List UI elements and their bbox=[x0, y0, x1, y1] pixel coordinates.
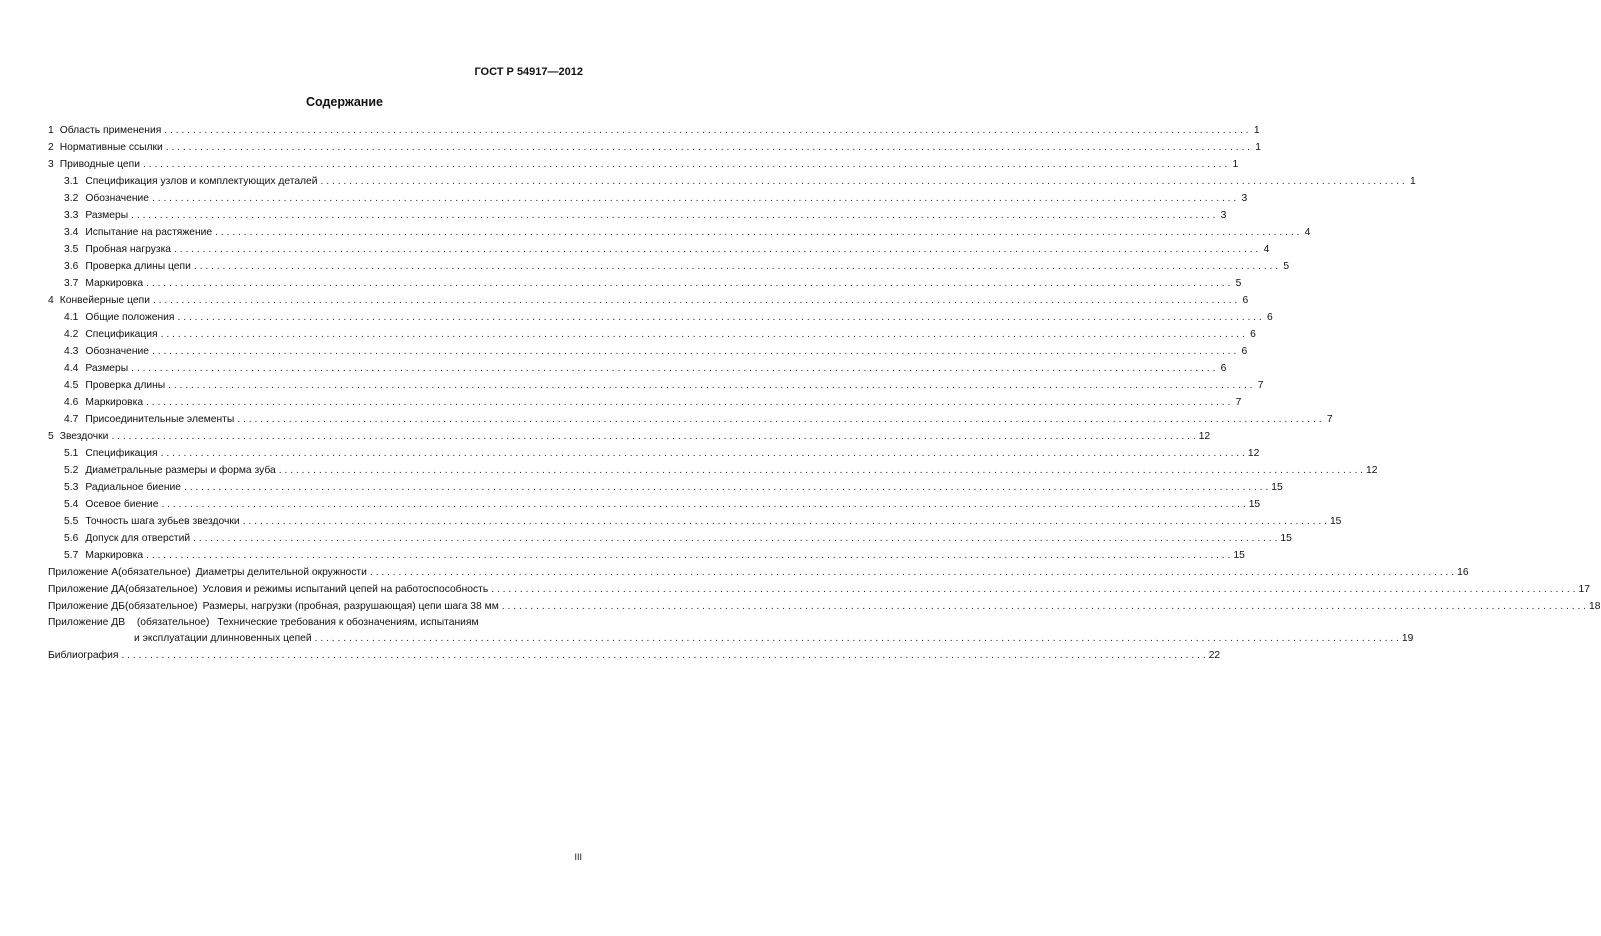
appendix-kind: (обязательное) bbox=[136, 617, 210, 628]
leader-dots bbox=[164, 122, 1248, 139]
appendix-code: Приложение ДБ bbox=[48, 601, 125, 612]
toc-entry[interactable] bbox=[48, 479, 1283, 496]
section-number: 3.7 bbox=[64, 278, 79, 289]
section-title: Размеры bbox=[85, 210, 129, 221]
toc-appendix-dv[interactable] bbox=[48, 615, 1414, 647]
appendix-label: Технические требования к обозначениям, испытаниям bbox=[217, 617, 479, 628]
toc-bibliography[interactable] bbox=[48, 647, 1221, 664]
page-number: 17 bbox=[1578, 584, 1590, 595]
page-number: 7 bbox=[1235, 397, 1242, 408]
toc-entry[interactable] bbox=[48, 360, 1227, 377]
toc-entry[interactable] bbox=[48, 309, 1273, 326]
page-number: 4 bbox=[1304, 227, 1311, 238]
section-number: 5.6 bbox=[64, 533, 79, 544]
appendix-code: Приложение ДА bbox=[48, 584, 126, 595]
section-number: 4 bbox=[48, 295, 54, 306]
appendix-code: Приложение ДВ bbox=[48, 617, 126, 628]
toc-entry[interactable] bbox=[48, 326, 1256, 343]
section-number: 4.1 bbox=[64, 312, 79, 323]
page-number: 6 bbox=[1250, 329, 1256, 340]
section-title: Испытание на растяжение bbox=[85, 227, 213, 238]
toc-entry[interactable] bbox=[48, 190, 1248, 207]
toc-entry[interactable] bbox=[48, 428, 1211, 445]
leader-dots bbox=[161, 445, 1245, 462]
leader-dots bbox=[131, 207, 1215, 224]
toc-entry[interactable] bbox=[48, 173, 1416, 190]
section-number: 5.5 bbox=[64, 516, 79, 527]
page-number: 15 bbox=[1248, 499, 1261, 510]
page-number: 5 bbox=[1283, 261, 1290, 272]
section-number: 3.1 bbox=[64, 176, 79, 187]
toc-entry[interactable] bbox=[48, 462, 1378, 479]
leader-dots bbox=[131, 360, 1215, 377]
page-number: 6 bbox=[1220, 363, 1227, 374]
toc-appendix-a[interactable] bbox=[48, 564, 1469, 581]
page-number: 1 bbox=[1410, 176, 1416, 187]
section-number: 2 bbox=[48, 142, 54, 153]
leader-dots bbox=[166, 139, 1250, 156]
appendix-kind: (обязательное) bbox=[125, 601, 198, 612]
toc-entry[interactable] bbox=[48, 122, 1260, 139]
section-title: Точность шага зубьев звездочки bbox=[85, 516, 240, 527]
page-number: 3 bbox=[1220, 210, 1227, 221]
section-number: 4.6 bbox=[64, 397, 79, 408]
page-number: 1 bbox=[1232, 159, 1239, 170]
leader-dots bbox=[491, 581, 1575, 598]
page-title: Содержание bbox=[305, 95, 383, 109]
section-title: Область применения bbox=[59, 125, 162, 136]
page-number: 15 bbox=[1280, 533, 1292, 544]
page-number: 3 bbox=[1241, 193, 1248, 204]
appendix-label: Условия и режимы испытаний цепей на работоспособность bbox=[202, 584, 489, 595]
leader-dots bbox=[193, 530, 1277, 547]
section-title: Обозначение bbox=[85, 346, 150, 357]
page-number: 15 bbox=[1271, 482, 1283, 493]
section-title: Допуск для отверстий bbox=[85, 533, 191, 544]
toc-entry[interactable] bbox=[48, 530, 1292, 547]
standard-number: ГОСТ Р 54917—2012 bbox=[474, 66, 583, 78]
toc-appendix-db[interactable] bbox=[48, 598, 1601, 615]
section-title: Конвейерные цепи bbox=[59, 295, 150, 306]
toc-entry[interactable] bbox=[48, 496, 1261, 513]
section-title: Пробная нагрузка bbox=[85, 244, 172, 255]
appendix-label: Размеры, нагрузки (пробная, разрушающая) цепи шага 38 мм bbox=[202, 601, 499, 612]
leader-dots bbox=[161, 496, 1245, 513]
section-number: 5.3 bbox=[64, 482, 79, 493]
toc-entry[interactable] bbox=[48, 241, 1270, 258]
section-number: 3.3 bbox=[64, 210, 79, 221]
page-number: 6 bbox=[1242, 295, 1249, 306]
toc-entry[interactable] bbox=[48, 292, 1249, 309]
section-number: 3.5 bbox=[64, 244, 79, 255]
section-title: Спецификация bbox=[85, 448, 158, 459]
section-title: Обозначение bbox=[85, 193, 150, 204]
section-number: 4.7 bbox=[64, 414, 79, 425]
section-number: 5.2 bbox=[64, 465, 79, 476]
section-number: 3.2 bbox=[64, 193, 79, 204]
appendix-kind: (обязательное) bbox=[118, 567, 191, 578]
leader-dots bbox=[146, 547, 1230, 564]
section-title: Спецификация узлов и комплектующих деталей bbox=[85, 176, 318, 187]
section-title: Маркировка bbox=[85, 550, 144, 561]
section-number: 1 bbox=[48, 125, 54, 136]
section-number: 4.4 bbox=[64, 363, 79, 374]
leader-dots bbox=[279, 462, 1363, 479]
leader-dots bbox=[143, 156, 1227, 173]
page-number: 6 bbox=[1267, 312, 1273, 323]
leader-dots bbox=[111, 428, 1195, 445]
leader-dots bbox=[152, 343, 1236, 360]
page-number: 15 bbox=[1233, 550, 1245, 561]
leader-dots bbox=[152, 190, 1236, 207]
leader-dots bbox=[184, 479, 1268, 496]
table-of-contents bbox=[48, 122, 1601, 664]
page-number: 22 bbox=[1208, 650, 1221, 661]
toc-entry[interactable] bbox=[48, 547, 1245, 564]
section-title: Спецификация bbox=[85, 329, 158, 340]
page-number: 12 bbox=[1366, 465, 1378, 476]
page-number: 16 bbox=[1457, 567, 1469, 578]
section-title: Маркировка bbox=[85, 278, 144, 289]
section-number: 5.4 bbox=[64, 499, 79, 510]
section-title: Звездочки bbox=[59, 431, 109, 442]
section-number: 5 bbox=[48, 431, 54, 442]
leader-dots bbox=[178, 309, 1262, 326]
leader-dots bbox=[146, 394, 1230, 411]
leader-dots bbox=[153, 292, 1237, 309]
leader-dots bbox=[321, 173, 1405, 190]
leader-dots bbox=[121, 647, 1205, 664]
page-number: 6 bbox=[1241, 346, 1248, 357]
section-title: Маркировка bbox=[85, 397, 144, 408]
page-number-footer: III bbox=[574, 852, 582, 862]
toc-entry[interactable] bbox=[48, 343, 1248, 360]
section-title: Нормативные ссылки bbox=[59, 142, 163, 153]
toc-entry[interactable] bbox=[48, 411, 1333, 428]
toc-entry[interactable] bbox=[48, 224, 1311, 241]
section-number: 4.2 bbox=[64, 329, 79, 340]
section-number: 5.1 bbox=[64, 448, 79, 459]
section-title: Диаметральные размеры и форма зуба bbox=[85, 465, 276, 476]
section-number: 4.5 bbox=[64, 380, 79, 391]
page-number: 7 bbox=[1257, 380, 1264, 391]
section-title: Проверка длины цепи bbox=[85, 261, 191, 272]
section-number: 3 bbox=[48, 159, 54, 170]
section-number: 3.6 bbox=[64, 261, 79, 272]
toc-entry[interactable] bbox=[48, 377, 1264, 394]
section-number: 5.7 bbox=[64, 550, 79, 561]
toc-appendix-da[interactable] bbox=[48, 581, 1590, 598]
toc-entry[interactable] bbox=[48, 513, 1342, 530]
leader-dots bbox=[174, 241, 1258, 258]
leader-dots bbox=[315, 630, 1399, 647]
appendix-code: Приложение А bbox=[48, 567, 119, 578]
section-number: 4.3 bbox=[64, 346, 79, 357]
page-number: 18 bbox=[1589, 601, 1601, 612]
page-number: 1 bbox=[1253, 125, 1260, 136]
page-number: 4 bbox=[1263, 244, 1270, 255]
toc-entry[interactable] bbox=[48, 258, 1290, 275]
page-number: 15 bbox=[1329, 516, 1342, 527]
leader-dots bbox=[502, 598, 1586, 615]
appendix-label: Диаметры делительной окружности bbox=[195, 567, 367, 578]
section-title: Осевое биение bbox=[85, 499, 159, 510]
bibliography-label: Библиография bbox=[48, 650, 119, 661]
toc-entry[interactable] bbox=[48, 156, 1239, 173]
appendix-label-continued: и эксплуатации длинновенных цепей bbox=[134, 633, 312, 644]
toc-entry[interactable] bbox=[48, 394, 1242, 411]
leader-dots bbox=[146, 275, 1230, 292]
toc-entry[interactable] bbox=[48, 445, 1260, 462]
page-number: 12 bbox=[1198, 431, 1211, 442]
section-title: Присоединительные элементы bbox=[85, 414, 235, 425]
section-title: Радиальное биение bbox=[85, 482, 181, 493]
leader-dots bbox=[215, 224, 1299, 241]
section-title: Проверка длины bbox=[85, 380, 166, 391]
leader-dots bbox=[237, 411, 1321, 428]
leader-dots bbox=[194, 258, 1278, 275]
toc-entry[interactable] bbox=[48, 275, 1242, 292]
section-title: Приводные цепи bbox=[59, 159, 140, 170]
leader-dots bbox=[370, 564, 1454, 581]
section-title: Общие положения bbox=[85, 312, 175, 323]
page-number: 5 bbox=[1235, 278, 1242, 289]
toc-entry[interactable] bbox=[48, 207, 1227, 224]
appendix-kind: (обязательное) bbox=[125, 584, 198, 595]
page-number: 19 bbox=[1401, 633, 1414, 644]
page-number: 7 bbox=[1326, 414, 1333, 425]
leader-dots bbox=[161, 326, 1245, 343]
leader-dots bbox=[168, 377, 1252, 394]
toc-entry[interactable] bbox=[48, 139, 1262, 156]
page-number: 12 bbox=[1247, 448, 1260, 459]
page-number: 1 bbox=[1255, 142, 1262, 153]
section-title: Размеры bbox=[85, 363, 129, 374]
section-number: 3.4 bbox=[64, 227, 79, 238]
leader-dots bbox=[243, 513, 1327, 530]
